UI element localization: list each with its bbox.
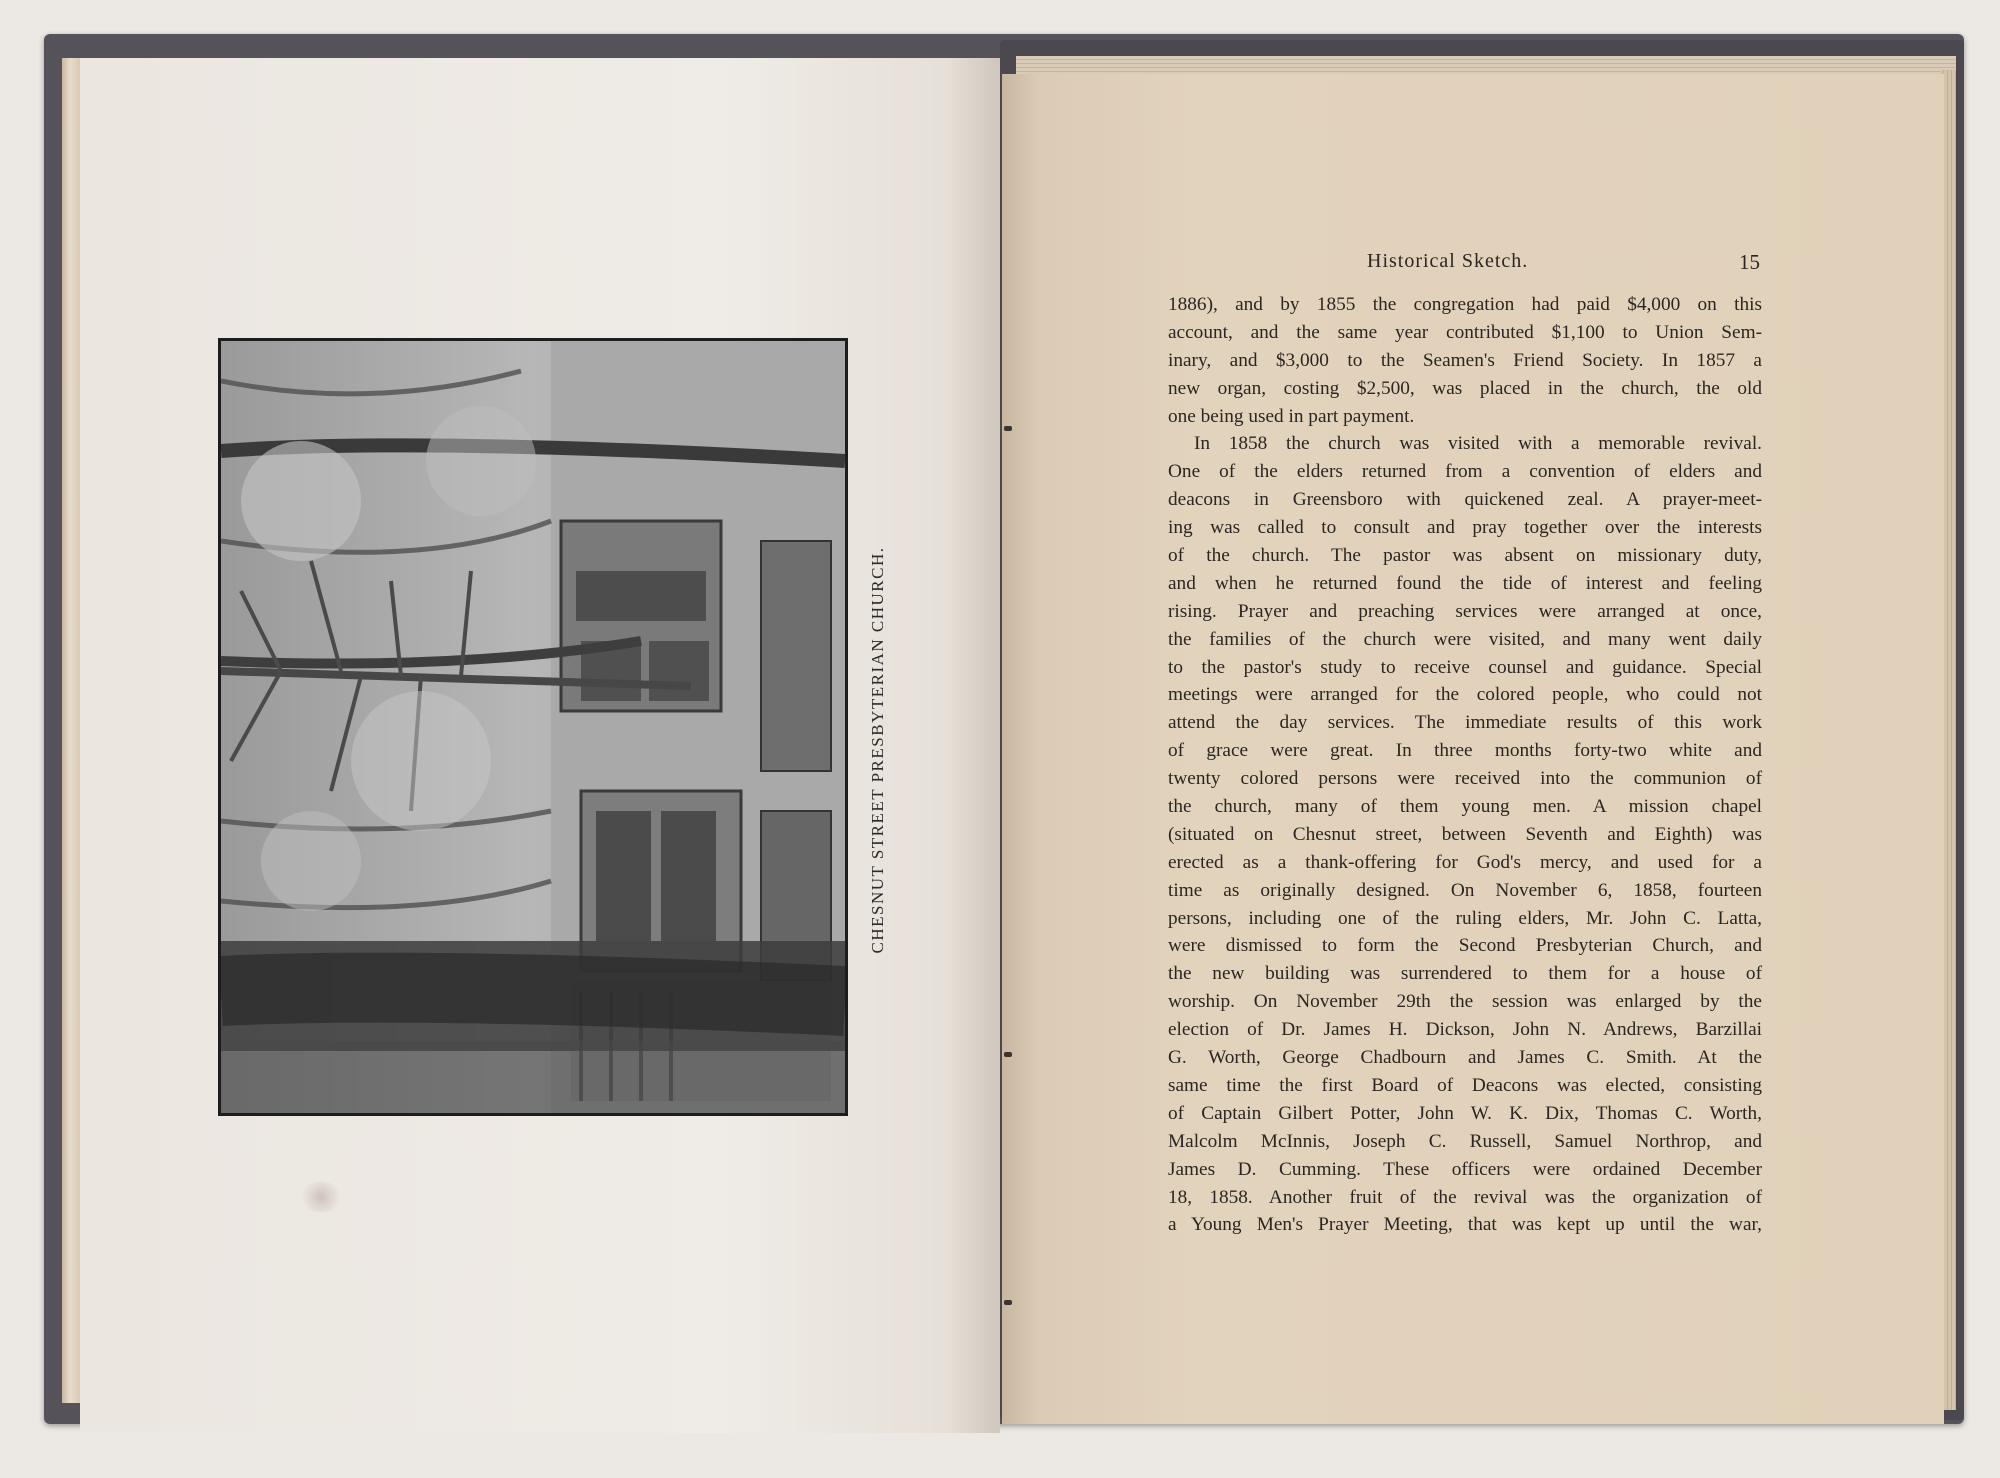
text-line: new organ, costing $2,500, was placed in the church, the old (1168, 377, 1762, 399)
text-line: to the pastor's study to receive counsel and guidance. Special (1168, 656, 1762, 678)
text-line: one being used in part payment. (1168, 405, 1415, 427)
page-edges-left (62, 58, 82, 1403)
text-line: election of Dr. James H. Dickson, John N. Andrews, Barzillai (1168, 1019, 1762, 1041)
binding-stitch (1004, 1052, 1012, 1057)
page-smudge (298, 1182, 344, 1212)
text-line: same time the first Board of Deacons was elected, consisting (1168, 1074, 1762, 1096)
text-line: One of the elders returned from a convention of elders and (1168, 461, 1762, 483)
text-line: erected as a thank-offering for God's mercy, and used for a (1168, 851, 1762, 873)
text-line: G. Worth, George Chadbourn and James C. Smith. At the (1168, 1047, 1762, 1069)
text-line: Malcolm McInnis, Joseph C. Russell, Samuel Northrop, and (1168, 1130, 1762, 1152)
text-line: the new building was surrendered to them for a house of (1168, 963, 1762, 985)
text-line: deacons in Greensboro with quickened zeal. A prayer-meet- (1168, 489, 1762, 511)
text-line: 18, 1858. Another fruit of the revival was the organization of (1168, 1186, 1762, 1208)
text-line: worship. On November 29th the session was enlarged by the (1168, 991, 1762, 1013)
text-line: the church, many of them young men. A mission chapel (1168, 796, 1762, 818)
text-line: of grace were great. In three months forty-two white and (1168, 740, 1762, 762)
text-line: rising. Prayer and preaching services were arranged at once, (1168, 600, 1762, 622)
text-line: a Young Men's Prayer Meeting, that was kept up until the war, (1168, 1214, 1762, 1236)
running-head-title: Historical Sketch. (1367, 250, 1529, 272)
text-line: persons, including one of the ruling elders, Mr. John C. Latta, (1168, 907, 1762, 929)
church-photograph (218, 338, 848, 1116)
binding-stitch (1004, 1300, 1012, 1305)
text-line: James D. Cumming. These officers were ordained December (1168, 1158, 1762, 1180)
text-line: account, and the same year contributed $1,100 to Union Sem- (1168, 321, 1762, 343)
text-line: were dismissed to form the Second Presbyterian Church, and (1168, 935, 1762, 957)
text-line: (situated on Chesnut street, between Seventh and Eighth) was (1168, 823, 1762, 845)
page-number: 15 (1739, 250, 1760, 274)
running-head (1170, 250, 1760, 280)
text-line: ing was called to consult and pray together over the interests (1168, 517, 1762, 539)
photo-caption-text: CHESNUT STREET PRESBYTERIAN CHURCH. (868, 546, 887, 954)
text-line: and when he returned found the tide of interest and feeling (1168, 572, 1762, 594)
text-line: of the church. The pastor was absent on missionary duty, (1168, 545, 1762, 567)
text-line: meetings were arranged for the colored people, who could not (1168, 684, 1762, 706)
text-line: the families of the church were visited, and many went daily (1168, 628, 1762, 650)
binding-stitch (1004, 426, 1012, 431)
photo-caption (866, 540, 890, 960)
text-line: inary, and $3,000 to the Seamen's Friend Society. In 1857 a (1168, 349, 1762, 371)
text-line: 1886), and by 1855 the congregation had paid $4,000 on this (1168, 294, 1762, 315)
church-photo-illustration (221, 341, 845, 1113)
text-line: of Captain Gilbert Potter, John W. K. Dix, Thomas C. Worth, (1168, 1102, 1762, 1124)
text-line: time as originally designed. On November 6, 1858, fourteen (1168, 879, 1762, 901)
text-line: twenty colored persons were received into the communion of (1168, 768, 1762, 790)
text-line: attend the day services. The immediate results of this work (1168, 712, 1762, 734)
body-text (1168, 291, 1762, 1239)
text-line: In 1858 the church was visited with a memorable revival. (1194, 433, 1762, 455)
